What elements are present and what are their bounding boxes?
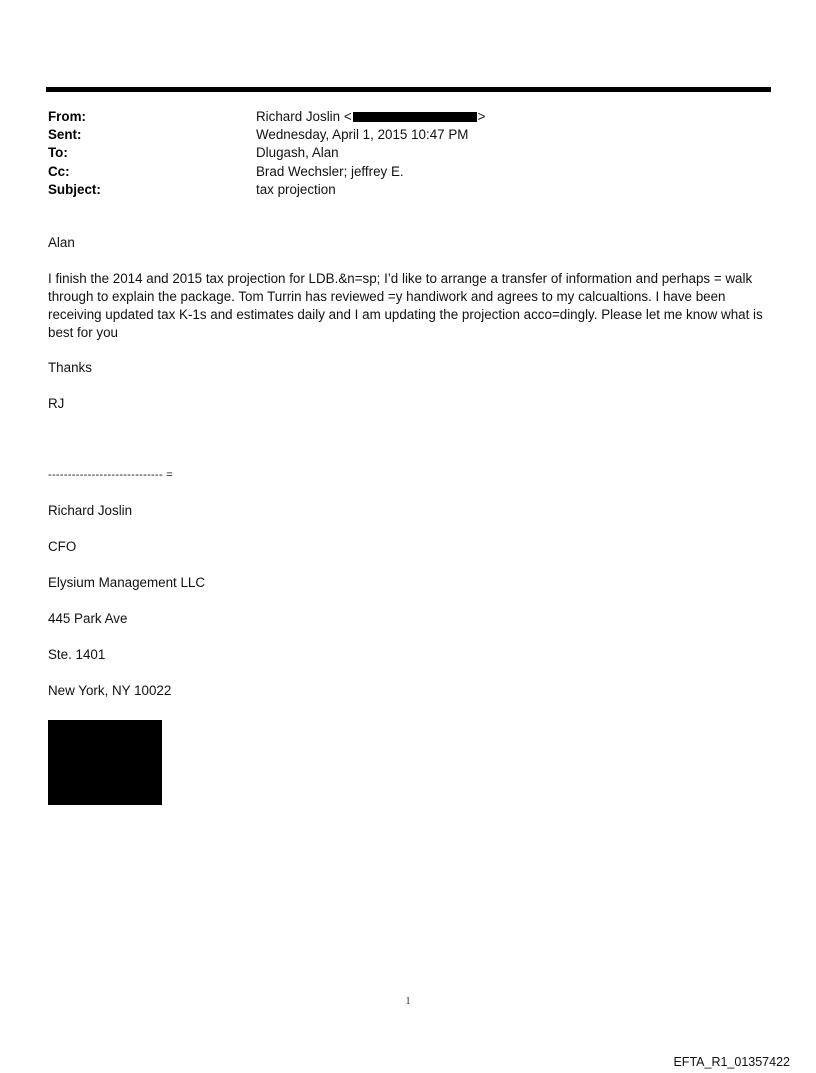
- from-row: [48, 107, 748, 125]
- signature-city: New York, NY 10022: [48, 683, 172, 698]
- sender-name: Richard Joslin <: [256, 108, 352, 124]
- signature-company: Elysium Management LLC: [48, 575, 206, 590]
- signature-separator: ----------------------------- =: [48, 469, 174, 481]
- from-label: From:: [48, 108, 86, 124]
- header-divider: [46, 87, 771, 92]
- cc-label: Cc:: [48, 163, 70, 179]
- sent-row: [48, 125, 748, 143]
- email-paragraph: I finish the 2014 and 2015 tax projection for LDB.&n=sp; I’d like to arrange a transfer of information and perhaps = walk through to explain the package. Tom Turrin has reviewed =y handiwork and agrees to my calcualtions. I have been receiving updated tax K-1s and estimates daily and I am updating the projection acco=dingly. Please let me know what is best for you: [48, 271, 763, 340]
- to-row: [48, 144, 748, 162]
- subject-value: tax projection: [256, 182, 336, 198]
- subject-row: [48, 181, 748, 199]
- email-greeting: Alan: [48, 235, 75, 250]
- signature-title: CFO: [48, 539, 77, 554]
- email-thanks: Thanks: [48, 360, 92, 375]
- redacted-email: [353, 112, 477, 122]
- to-label: To:: [48, 145, 68, 161]
- to-value: Dlugash, Alan: [256, 145, 339, 161]
- redaction-block: [48, 720, 162, 805]
- sent-value: Wednesday, April 1, 2015 10:47 PM: [256, 127, 469, 143]
- cc-value: Brad Wechsler; jeffrey E.: [256, 163, 404, 179]
- signature-street: 445 Park Ave: [48, 611, 128, 626]
- signature-suite: Ste. 1401: [48, 647, 106, 662]
- signature-name: Richard Joslin: [48, 503, 133, 518]
- email-header: [48, 107, 748, 199]
- document-id: EFTA_R1_01357422: [673, 1055, 790, 1069]
- from-value: [256, 109, 485, 124]
- sent-label: Sent:: [48, 127, 82, 143]
- email-initials: RJ: [48, 396, 65, 411]
- cc-row: [48, 162, 748, 180]
- sender-email-end: >: [477, 108, 486, 124]
- subject-label: Subject:: [48, 182, 101, 198]
- page-number: 1: [405, 996, 411, 1007]
